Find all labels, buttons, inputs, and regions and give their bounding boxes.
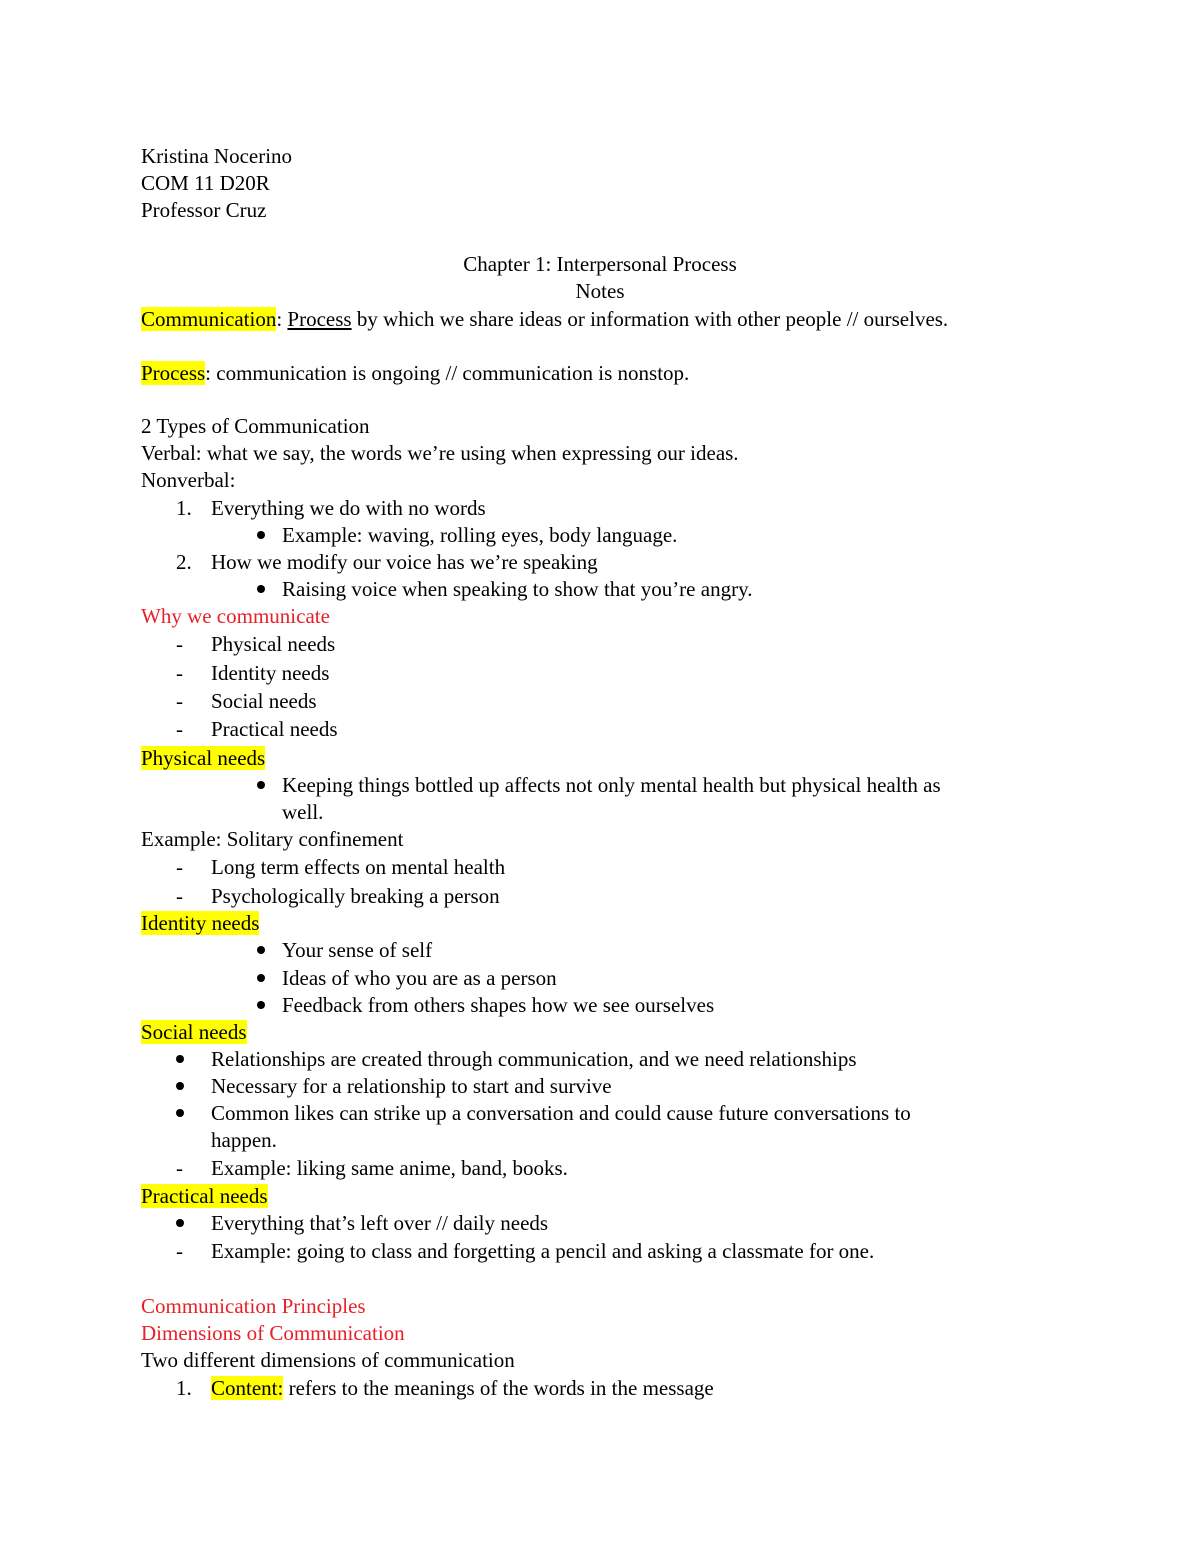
practical-heading: Practical needs [141, 1184, 268, 1208]
dash-marker: - [176, 717, 183, 741]
dash-marker: - [176, 689, 183, 713]
list-item: Everything that’s left over // daily needs [211, 1211, 549, 1235]
list-number: 1. [176, 1376, 192, 1400]
communication-definition: Communication: Process by which we share ideas or information with other people // ourselves. [141, 307, 949, 331]
list-item: Practical needs [211, 717, 338, 741]
bullet-icon [257, 974, 265, 982]
list-subitem: Example: waving, rolling eyes, body language. [282, 523, 678, 547]
list-item: Physical needs [211, 632, 336, 656]
list-item: Relationships are created through communication, and we need relationships [211, 1047, 857, 1071]
content-term: Content: [211, 1376, 284, 1400]
list-item: Social needs [211, 689, 317, 713]
notes-title: Notes [575, 279, 625, 303]
verbal-definition: Verbal: what we say, the words we’re using when expressing our ideas. [141, 441, 739, 465]
course-code: COM 11 D20R [141, 171, 270, 195]
bullet-icon [176, 1109, 184, 1117]
dimensions-heading: Dimensions of Communication [141, 1321, 405, 1345]
list-number: 2. [176, 550, 192, 574]
dash-marker: - [176, 884, 183, 908]
list-item: Long term effects on mental health [211, 855, 506, 879]
list-item: Common likes can strike up a conversation and could cause future conversations to [211, 1101, 911, 1125]
bullet-icon [176, 1219, 184, 1227]
list-number: 1. [176, 496, 192, 520]
list-subitem: Raising voice when speaking to show that you’re angry. [282, 577, 753, 601]
author-name: Kristina Nocerino [141, 144, 293, 168]
bullet-icon [176, 1055, 184, 1063]
chapter-title: Chapter 1: Interpersonal Process [463, 252, 737, 276]
social-heading: Social needs [141, 1020, 247, 1044]
bullet-icon [257, 585, 265, 593]
nonverbal-label: Nonverbal: [141, 468, 236, 492]
list-item: Ideas of who you are as a person [282, 966, 557, 990]
bullet-icon [257, 1001, 265, 1009]
bullet-icon [257, 531, 265, 539]
list-item-continuation: happen. [211, 1128, 277, 1152]
list-item: Example: going to class and forgetting a pencil and asking a classmate for one. [211, 1239, 875, 1263]
list-item: Necessary for a relationship to start and survive [211, 1074, 612, 1098]
why-heading: Why we communicate [141, 604, 330, 628]
types-heading: 2 Types of Communication [141, 414, 370, 438]
list-item: Your sense of self [282, 938, 433, 962]
dash-marker: - [176, 1239, 183, 1263]
list-item: Keeping things bottled up affects not only mental health but physical health as [282, 773, 941, 797]
process-definition: Process: communication is ongoing // communication is nonstop. [141, 361, 690, 385]
list-item: Everything we do with no words [211, 496, 486, 520]
bullet-icon [176, 1082, 184, 1090]
list-item-continuation: well. [282, 800, 324, 824]
list-item: Psychologically breaking a person [211, 884, 500, 908]
list-item: Content: refers to the meanings of the words in the message [211, 1376, 714, 1400]
communication-term: Communication [141, 307, 277, 331]
dash-marker: - [176, 632, 183, 656]
dash-marker: - [176, 1156, 183, 1180]
principles-heading: Communication Principles [141, 1294, 366, 1318]
bullet-icon [257, 781, 265, 789]
list-item: Identity needs [211, 661, 330, 685]
process-word: Process [287, 307, 352, 331]
list-item: Feedback from others shapes how we see ourselves [282, 993, 715, 1017]
dimensions-intro: Two different dimensions of communication [141, 1348, 515, 1372]
professor-name: Professor Cruz [141, 198, 267, 222]
process-term: Process [141, 361, 206, 385]
physical-heading: Physical needs [141, 746, 266, 770]
list-item: How we modify our voice has we’re speaking [211, 550, 598, 574]
identity-heading: Identity needs [141, 911, 260, 935]
list-item: Example: liking same anime, band, books. [211, 1156, 568, 1180]
dash-marker: - [176, 661, 183, 685]
bullet-icon [257, 946, 265, 954]
physical-example: Example: Solitary confinement [141, 827, 404, 851]
dash-marker: - [176, 855, 183, 879]
